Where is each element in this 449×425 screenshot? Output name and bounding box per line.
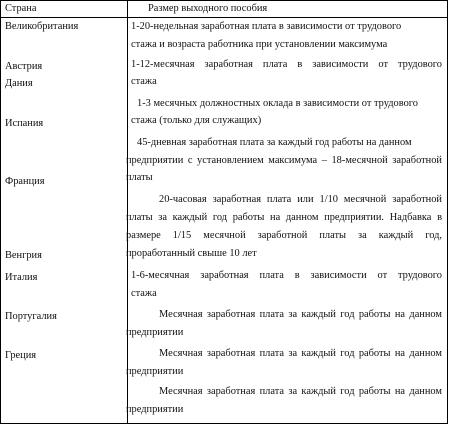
country-cell: Греция xyxy=(5,350,37,361)
description-line: проработанный свыше 10 лет xyxy=(126,248,257,259)
description-line: Месячная заработная плата за каждый год работы на данном xyxy=(159,309,442,320)
country-cell: Великобритания xyxy=(5,21,79,32)
country-cell: Испания xyxy=(5,118,44,129)
country-cell: Италия xyxy=(5,272,38,283)
header-country: Страна xyxy=(5,3,37,14)
description-line: размере 1/15 месячной заработной платы за каждый год, xyxy=(126,230,442,241)
description-line: стажа xyxy=(131,76,157,87)
description-line: предприятии xyxy=(126,327,184,338)
country-cell: Дания xyxy=(5,78,33,89)
description-line: платы за каждый год работы на данном предприятии. Надбавка в xyxy=(126,212,442,223)
description-line: предприятии с установлением максимума – 18-месячной заработной xyxy=(126,155,442,166)
description-line: 1-12-месячная заработная плата в зависимости от трудового xyxy=(131,59,442,70)
description-line: 1-3 месячных должностных оклада в зависимости от трудового xyxy=(137,98,418,109)
description-line: 1-20-недельная заработная плата в зависимости от трудового xyxy=(131,21,402,32)
description-line: 20-часовая заработная плата или 1/10 месячной заработной xyxy=(159,194,442,205)
description-line: стажа xyxy=(131,288,157,299)
description-line: стажа (только для служащих) xyxy=(131,115,262,126)
header-divider xyxy=(0,17,448,18)
header-severance: Размер выходного пособия xyxy=(148,3,268,14)
country-cell: Португалия xyxy=(5,311,57,322)
description-line: предприятии xyxy=(126,366,184,377)
description-line: 1-6-месячная заработная плата в зависимости от трудового xyxy=(131,270,442,281)
description-line: Месячная заработная плата за каждый год работы на данном xyxy=(159,348,442,359)
description-line: 45-дневная заработная плата за каждый год работы на данном xyxy=(137,137,412,148)
country-cell: Австрия xyxy=(5,61,43,72)
country-cell: Венгрия xyxy=(5,250,42,261)
country-cell: Франция xyxy=(5,176,45,187)
description-line: Месячная заработная плата за каждый год работы на данном xyxy=(159,386,442,397)
description-line: платы xyxy=(126,172,153,183)
description-line: стажа и возраста работника при установлении максимума xyxy=(131,39,388,50)
description-line: предприятии xyxy=(126,404,184,415)
